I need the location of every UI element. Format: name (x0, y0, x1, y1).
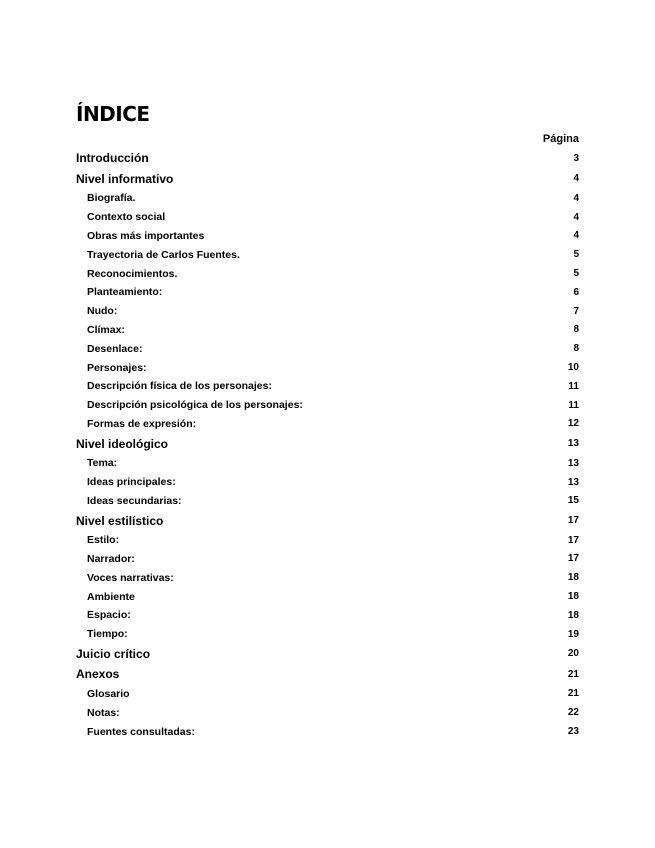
toc-subsection-entry[interactable] (76, 358, 579, 377)
toc-entry-page-number: 7 (573, 305, 579, 317)
toc-entry-page-number: 8 (573, 324, 579, 336)
toc-entry-label: Fuentes consultadas: (87, 725, 195, 738)
toc-entry-label: Ideas secundarias: (87, 494, 182, 507)
toc-entry-label: Desenlace: (87, 342, 143, 355)
toc-entry-page-number: 21 (567, 668, 579, 680)
toc-entry-page-number: 6 (573, 286, 579, 298)
toc-entry-page-number: 21 (567, 688, 579, 700)
toc-subsection-entry[interactable] (76, 283, 579, 302)
toc-subsection-entry[interactable] (76, 685, 579, 704)
toc-entry-label: Tiempo: (87, 628, 128, 641)
toc-subsection-entry[interactable] (76, 245, 579, 264)
toc-subsection-entry[interactable] (76, 550, 579, 569)
toc-entry-page-number: 5 (573, 268, 579, 280)
toc-entry-page-number: 12 (567, 418, 579, 430)
toc-entry-label: Estilo: (87, 534, 120, 547)
toc-entry-page-number: 11 (568, 399, 579, 411)
toc-subsection-entry[interactable] (76, 531, 579, 550)
toc-subsection-entry[interactable] (76, 189, 579, 208)
toc-entry-page-number: 3 (573, 152, 579, 164)
toc-entry-page-number: 11 (568, 380, 579, 392)
toc-entry-label: Introducción (76, 151, 149, 166)
toc-entry-page-number: 18 (567, 609, 579, 621)
toc-entry-label: Espacio: (87, 609, 131, 622)
toc-entry-page-number: 5 (573, 249, 579, 261)
toc-entry-label: Narrador: (87, 552, 135, 565)
toc-entry-label: Contexto social (87, 211, 166, 224)
toc-entry-page-number: 17 (567, 534, 579, 546)
toc-entry-label: Nivel estilístico (76, 513, 164, 528)
toc-entry-label: Reconocimientos. (87, 267, 178, 280)
toc-subsection-entry[interactable] (76, 587, 579, 606)
toc-entry-label: Obras más importantes (87, 229, 205, 242)
toc-entry-label: Biografía. (87, 192, 136, 205)
toc-subsection-entry[interactable] (76, 377, 579, 396)
toc-entry-label: Descripción física de los personajes: (87, 380, 272, 393)
toc-subsection-entry[interactable] (76, 339, 579, 358)
toc-entry-label: Trayectoria de Carlos Fuentes. (87, 248, 240, 261)
toc-entry-page-number: 22 (567, 707, 579, 719)
toc-entry-page-number: 17 (567, 515, 579, 526)
toc-section-entry[interactable] (76, 510, 579, 531)
toc-entry-page-number: 13 (567, 438, 579, 450)
toc-section-entry[interactable] (76, 644, 579, 665)
toc-entry-label: Clímax: (87, 323, 125, 336)
toc-entry-label: Ambiente (87, 590, 135, 603)
toc-entry-page-number: 17 (567, 553, 579, 565)
toc-entry-label: Notas: (87, 706, 120, 719)
toc-entry-page-number: 4 (573, 211, 579, 223)
toc-entry-label: Nivel informativo (76, 171, 174, 186)
toc-entry-page-number: 4 (573, 192, 579, 204)
toc-entry-label: Anexos (76, 667, 120, 682)
table-of-contents (76, 148, 579, 741)
toc-entry-label: Ideas principales: (87, 476, 176, 489)
toc-entry-label: Tema: (87, 457, 118, 470)
toc-subsection-entry[interactable] (76, 264, 579, 283)
toc-section-entry[interactable] (76, 148, 579, 169)
toc-subsection-entry[interactable] (76, 491, 579, 510)
toc-subsection-entry[interactable] (76, 415, 579, 434)
toc-entry-page-number: 19 (567, 628, 579, 640)
toc-subsection-entry[interactable] (76, 396, 579, 415)
toc-section-entry[interactable] (76, 664, 579, 685)
toc-entry-label: Nudo: (87, 305, 118, 318)
page-title: ÍNDICE (76, 102, 150, 126)
toc-subsection-entry[interactable] (76, 703, 579, 722)
toc-subsection-entry[interactable] (76, 227, 579, 246)
toc-subsection-entry[interactable] (76, 606, 579, 625)
toc-entry-label: Personajes: (87, 361, 147, 374)
toc-entry-page-number: 13 (567, 457, 579, 469)
toc-entry-label: Juicio crítico (76, 646, 151, 661)
toc-entry-label: Planteamiento: (87, 286, 163, 299)
toc-section-entry[interactable] (76, 169, 579, 190)
toc-entry-page-number: 13 (567, 476, 579, 488)
toc-entry-label: Descripción psicológica de los personajes: (87, 399, 303, 412)
toc-entry-page-number: 4 (573, 230, 579, 242)
page-column-header: Página (542, 133, 579, 145)
toc-entry-page-number: 23 (567, 726, 579, 738)
toc-entry-label: Glosario (87, 687, 130, 700)
toc-entry-label: Formas de expresión: (87, 417, 197, 430)
toc-subsection-entry[interactable] (76, 321, 579, 340)
toc-entry-page-number: 8 (573, 343, 579, 355)
toc-subsection-entry[interactable] (76, 625, 579, 644)
toc-entry-page-number: 10 (567, 362, 579, 374)
toc-entry-page-number: 4 (573, 173, 579, 185)
toc-subsection-entry[interactable] (76, 568, 579, 587)
toc-entry-page-number: 18 (567, 572, 579, 584)
toc-subsection-entry[interactable] (76, 722, 579, 741)
toc-subsection-entry[interactable] (76, 473, 579, 492)
toc-subsection-entry[interactable] (76, 454, 579, 473)
toc-entry-page-number: 18 (567, 591, 579, 603)
toc-entry-label: Nivel ideológico (76, 436, 169, 451)
toc-entry-page-number: 15 (567, 495, 579, 507)
toc-subsection-entry[interactable] (76, 208, 579, 227)
toc-section-entry[interactable] (76, 433, 579, 454)
toc-subsection-entry[interactable] (76, 302, 579, 321)
toc-entry-label: Voces narrativas: (87, 571, 174, 584)
toc-entry-page-number: 20 (567, 648, 579, 660)
